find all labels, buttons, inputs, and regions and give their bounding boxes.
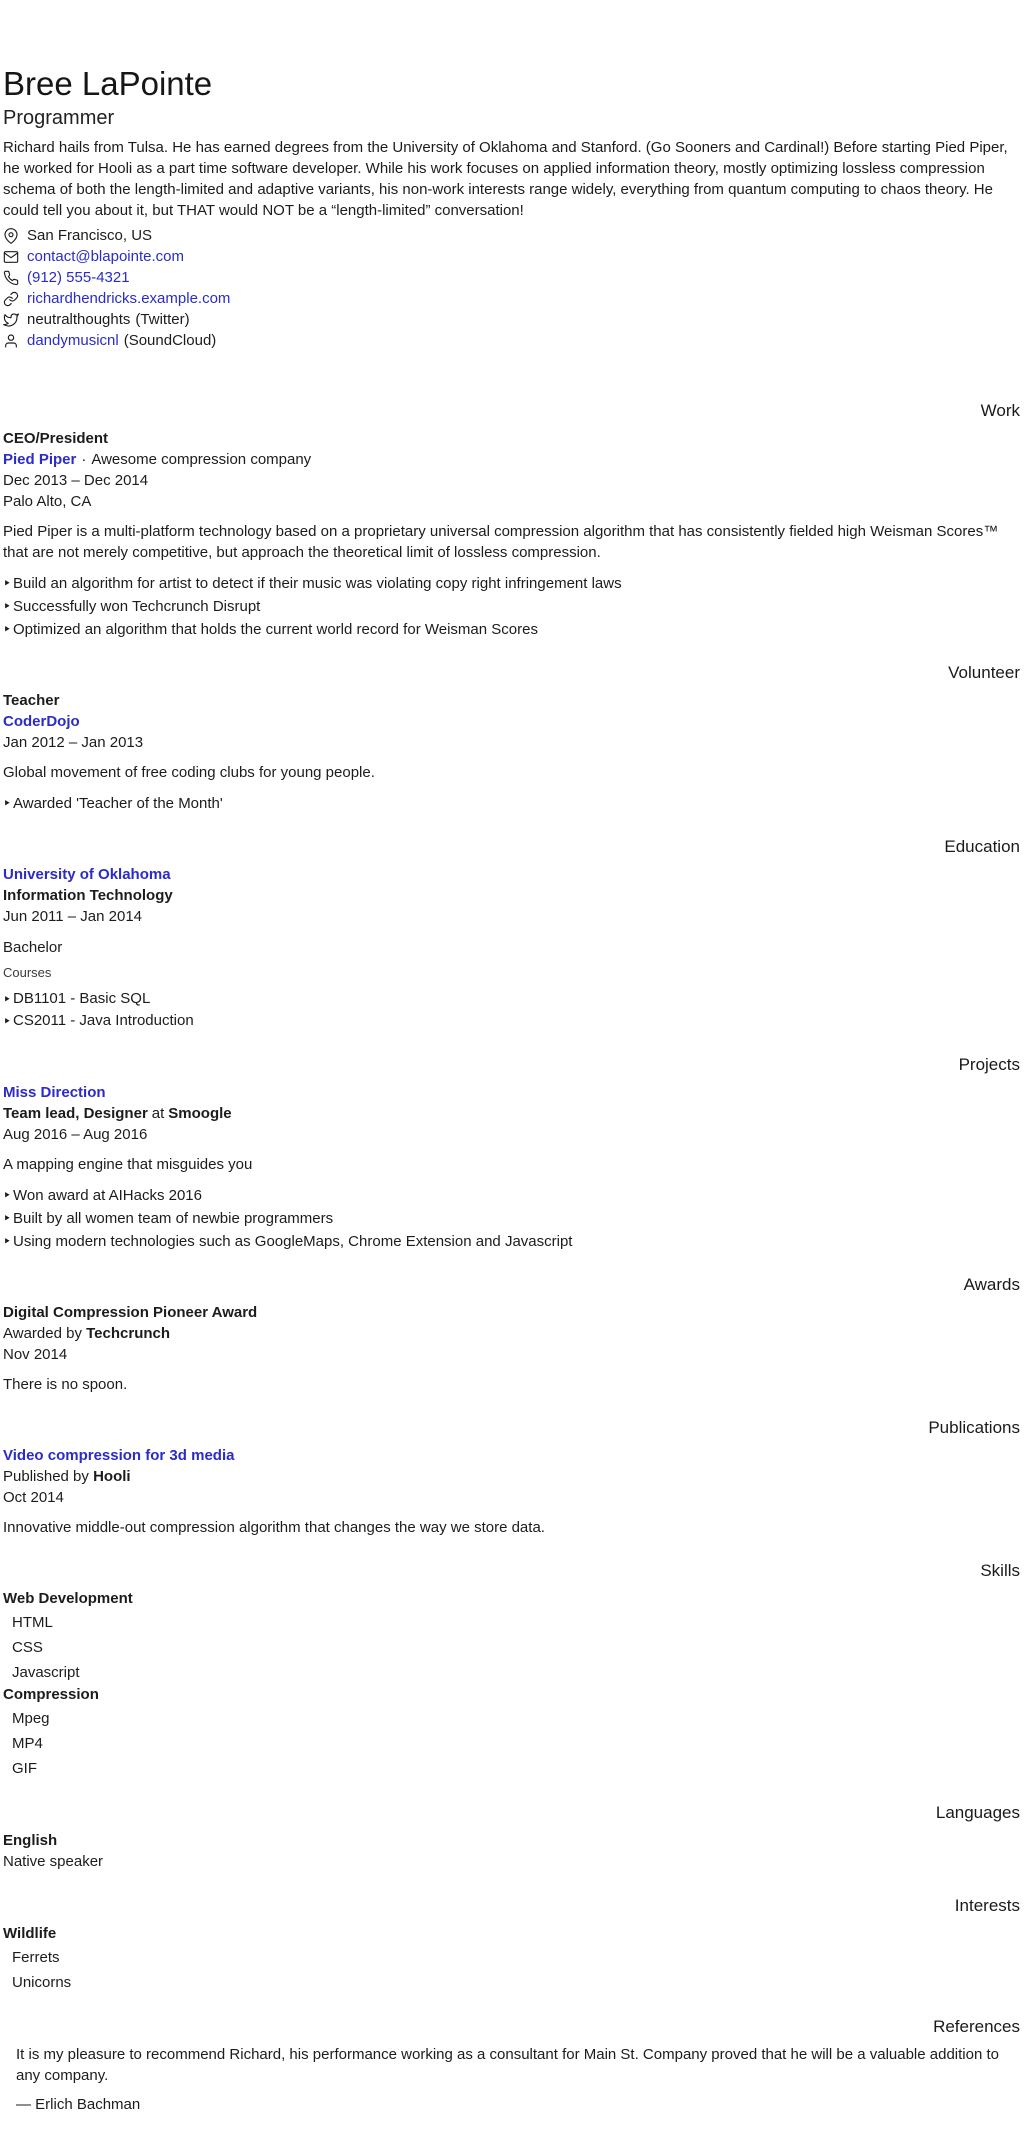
work-separator: · bbox=[81, 451, 87, 468]
skill-keyword: CSS bbox=[12, 1639, 43, 1656]
project-highlights bbox=[3, 1185, 1020, 1252]
project-at-word: at bbox=[151, 1105, 165, 1122]
interests-heading: Interests bbox=[954, 1896, 1020, 1915]
section-references bbox=[3, 2016, 1020, 2115]
skill-group bbox=[3, 1684, 1020, 1780]
twitter-handle: neutralthoughts bbox=[27, 311, 131, 328]
reference-name: — Erlich Bachman bbox=[16, 2096, 141, 2113]
link-icon bbox=[3, 291, 19, 307]
work-highlights bbox=[3, 573, 1020, 640]
reference-item bbox=[3, 2044, 1020, 2115]
contact-website bbox=[3, 288, 1020, 309]
volunteer-organization-link[interactable]: CoderDojo bbox=[3, 713, 80, 730]
mail-icon bbox=[3, 249, 19, 265]
education-courses bbox=[3, 988, 1020, 1032]
section-publications bbox=[3, 1417, 1020, 1538]
user-icon bbox=[3, 333, 19, 349]
project-entry bbox=[3, 1082, 1020, 1252]
section-education bbox=[3, 836, 1020, 1032]
publication-published-by-label: Published by bbox=[3, 1468, 89, 1485]
interest-name: Wildlife bbox=[3, 1925, 57, 1942]
skill-keyword: MP4 bbox=[12, 1735, 43, 1752]
work-heading: Work bbox=[980, 401, 1020, 420]
award-date: Nov 2014 bbox=[3, 1346, 68, 1363]
volunteer-highlight: ‣ Awarded 'Teacher of the Month' bbox=[3, 793, 1020, 814]
skill-keywords bbox=[3, 1612, 1020, 1684]
work-highlight: ‣ Build an algorithm for artist to detect if their music was violating copy right infringement laws bbox=[3, 573, 1020, 594]
interest-item bbox=[3, 1923, 1020, 1994]
course-item: ‣ CS2011 - Java Introduction bbox=[3, 1010, 1020, 1032]
section-projects bbox=[3, 1054, 1020, 1252]
work-location: Palo Alto, CA bbox=[3, 493, 92, 510]
work-entry bbox=[3, 428, 1020, 640]
education-entry bbox=[3, 864, 1020, 1032]
contact-list bbox=[3, 225, 1020, 351]
email-link[interactable]: contact@blapointe.com bbox=[27, 248, 184, 265]
publication-entry bbox=[3, 1445, 1020, 1538]
education-area: Information Technology bbox=[3, 887, 173, 904]
publication-name-link[interactable]: Video compression for 3d media bbox=[3, 1447, 235, 1464]
volunteer-highlights bbox=[3, 793, 1020, 814]
language-item bbox=[3, 1830, 1020, 1873]
location-text: San Francisco, US bbox=[27, 227, 153, 244]
award-summary: There is no spoon. bbox=[3, 1376, 128, 1393]
person-title: Programmer bbox=[3, 107, 115, 129]
soundcloud-link[interactable]: dandymusicnl bbox=[27, 332, 119, 349]
volunteer-summary: Global movement of free coding clubs for young people. bbox=[3, 764, 375, 781]
phone-icon bbox=[3, 270, 19, 286]
work-summary: Pied Piper is a multi-platform technology based on a proprietary universal compression algorithm that has consistently fielded high Weisman Scores™ that are not merely competitive, but approach the theoretical limit of lossless compression. bbox=[3, 523, 999, 561]
volunteer-dates: Jan 2012 – Jan 2013 bbox=[3, 734, 144, 751]
project-summary: A mapping engine that misguides you bbox=[3, 1156, 253, 1173]
education-dates: Jun 2011 – Jan 2014 bbox=[3, 908, 143, 925]
award-awarder: Techcrunch bbox=[86, 1325, 171, 1342]
publications-heading: Publications bbox=[928, 1418, 1020, 1437]
skill-keyword: HTML bbox=[12, 1614, 53, 1631]
publication-summary: Innovative middle-out compression algorithm that changes the way we store data. bbox=[3, 1519, 545, 1536]
languages-heading: Languages bbox=[935, 1803, 1020, 1822]
references-heading: References bbox=[933, 2017, 1020, 2036]
contact-soundcloud bbox=[3, 330, 1020, 351]
award-title: Digital Compression Pioneer Award bbox=[3, 1304, 258, 1321]
volunteer-heading: Volunteer bbox=[948, 663, 1020, 682]
section-work bbox=[3, 400, 1020, 640]
award-entry bbox=[3, 1302, 1020, 1395]
section-interests bbox=[3, 1895, 1020, 1994]
work-company-description: Awesome compression company bbox=[91, 451, 312, 468]
volunteer-entry bbox=[3, 690, 1020, 814]
interest-keywords bbox=[3, 1947, 1020, 1994]
volunteer-position: Teacher bbox=[3, 692, 60, 709]
language-name: English bbox=[3, 1832, 58, 1849]
section-languages bbox=[3, 1802, 1020, 1873]
skill-keywords bbox=[3, 1708, 1020, 1780]
work-dates: Dec 2013 – Dec 2014 bbox=[3, 472, 149, 489]
project-roles: Team lead, Designer bbox=[3, 1105, 148, 1122]
interest-keyword: Unicorns bbox=[12, 1974, 72, 1991]
person-name: Bree LaPointe bbox=[3, 65, 213, 102]
skill-keyword: Javascript bbox=[12, 1664, 80, 1681]
awards-heading: Awards bbox=[963, 1275, 1020, 1294]
work-company-link[interactable]: Pied Piper bbox=[3, 451, 77, 468]
publication-publisher: Hooli bbox=[93, 1468, 131, 1485]
contact-twitter bbox=[3, 309, 1020, 330]
language-fluency: Native speaker bbox=[3, 1853, 104, 1870]
work-highlight: ‣ Successfully won Techcrunch Disrupt bbox=[3, 596, 1020, 617]
website-link[interactable]: richardhendricks.example.com bbox=[27, 290, 231, 307]
skills-heading: Skills bbox=[980, 1561, 1020, 1580]
education-heading: Education bbox=[944, 837, 1020, 856]
project-highlight: ‣ Using modern technologies such as GoogleMaps, Chrome Extension and Javascript bbox=[3, 1231, 1020, 1252]
skill-group-name: Compression bbox=[3, 1686, 99, 1703]
contact-location bbox=[3, 225, 1020, 246]
skill-keyword: Mpeg bbox=[12, 1710, 50, 1727]
soundcloud-network-label: (SoundCloud) bbox=[123, 332, 217, 349]
education-study-type: Bachelor bbox=[3, 939, 63, 956]
skill-keyword: GIF bbox=[12, 1760, 37, 1777]
award-awarded-by-label: Awarded by bbox=[3, 1325, 82, 1342]
interest-keyword: Ferrets bbox=[12, 1949, 60, 1966]
project-entity: Smoogle bbox=[168, 1105, 232, 1122]
project-highlight: ‣ Built by all women team of newbie programmers bbox=[3, 1208, 1020, 1229]
publication-date: Oct 2014 bbox=[3, 1489, 64, 1506]
phone-link[interactable]: (912) 555-4321 bbox=[27, 269, 130, 286]
work-position: CEO/President bbox=[3, 430, 109, 447]
education-institution-link[interactable]: University of Oklahoma bbox=[3, 866, 171, 883]
projects-heading: Projects bbox=[958, 1055, 1020, 1074]
twitter-network-label: (Twitter) bbox=[135, 311, 190, 328]
contact-email bbox=[3, 246, 1020, 267]
twitter-icon bbox=[3, 312, 19, 328]
reference-quote: It is my pleasure to recommend Richard, his performance working as a consultant for Main St. Company proved that he will be a valuable addition to any company. bbox=[16, 2046, 999, 2084]
section-volunteer bbox=[3, 662, 1020, 814]
course-item: ‣ DB1101 - Basic SQL bbox=[3, 988, 1020, 1010]
skill-group-name: Web Development bbox=[3, 1590, 133, 1607]
project-dates: Aug 2016 – Aug 2016 bbox=[3, 1126, 148, 1143]
section-skills bbox=[3, 1560, 1020, 1780]
work-highlight: ‣ Optimized an algorithm that holds the current world record for Weisman Scores bbox=[3, 619, 1020, 640]
education-courses-label: Courses bbox=[3, 965, 52, 980]
project-highlight: ‣ Won award at AIHacks 2016 bbox=[3, 1185, 1020, 1206]
contact-phone bbox=[3, 267, 1020, 288]
resume-header bbox=[3, 64, 1020, 351]
section-awards bbox=[3, 1274, 1020, 1395]
skill-group bbox=[3, 1588, 1020, 1684]
person-summary: Richard hails from Tulsa. He has earned degrees from the University of Oklahoma and Stanford. (Go Sooners and Cardinal!) Before starting Pied Piper, he worked for Hooli as a part time software developer. While his work focuses on applied information theory, mostly optimizing lossless compression schema of both the length-limited and adaptive variants, his non-work interests range widely, everything from quantum computing to chaos theory. He could tell you about it, but THAT would NOT be a “length-limited” conversation! bbox=[3, 139, 1008, 219]
map-pin-icon bbox=[3, 228, 19, 244]
project-name-link[interactable]: Miss Direction bbox=[3, 1084, 106, 1101]
